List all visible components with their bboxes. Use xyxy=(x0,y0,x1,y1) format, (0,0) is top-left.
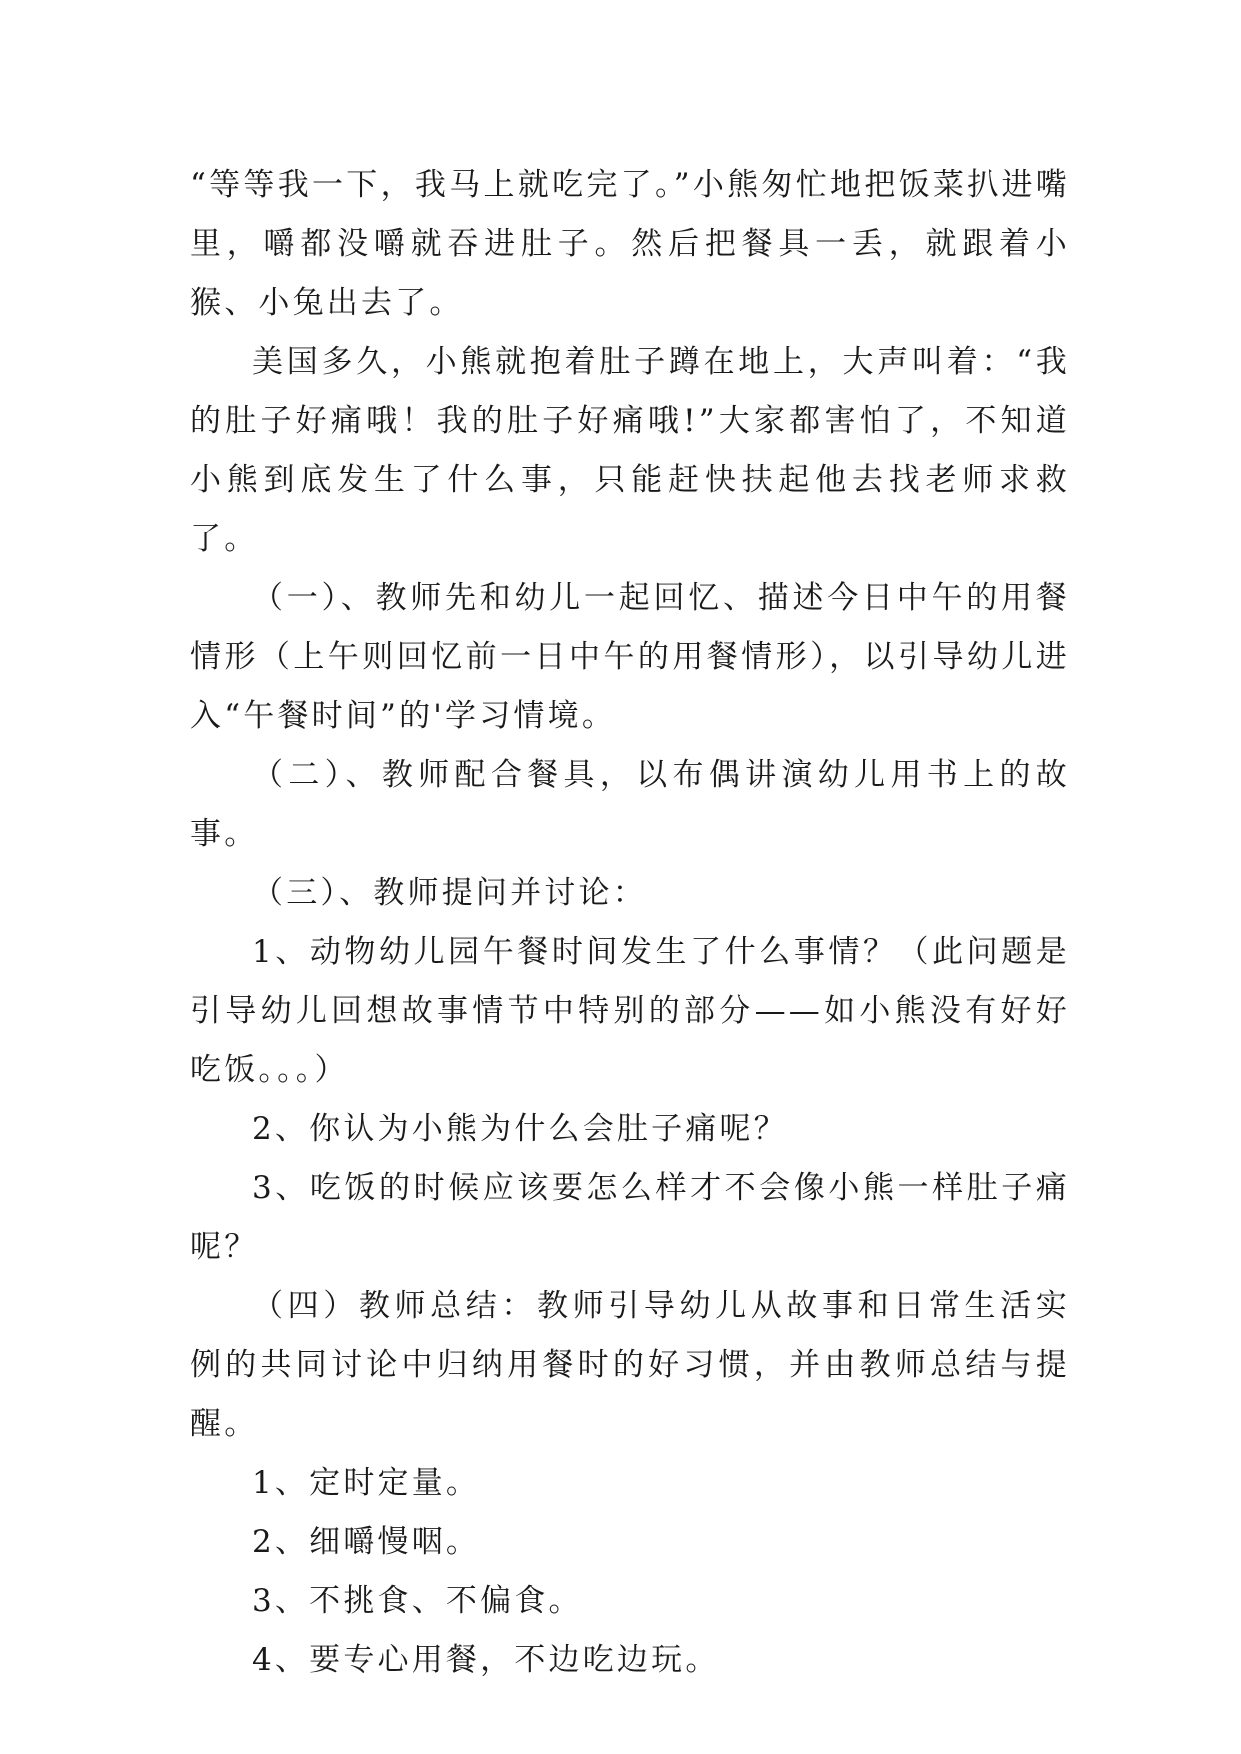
paragraph-story-stomachache: 美国多久，小熊就抱着肚子蹲在地上，大声叫着：“我的肚子好痛哦！我的肚子好痛哦!”大家都害怕了，不知道小熊到底发生了什么事，只能赶快扶起他去找老师求救了。 xyxy=(190,344,1070,557)
paragraph-step-4: （四）教师总结：教师引导幼儿从故事和日常生活实例的共同讨论中归纳用餐时的好习惯，并由教师总结与提醒。 xyxy=(190,1288,1070,1442)
paragraph-step-3: （三）、教师提问并讨论： xyxy=(252,875,647,911)
habit-item-2: 2、细嚼慢咽。 xyxy=(252,1524,481,1560)
document-body xyxy=(190,156,1070,1690)
habit-item-1: 1、定时定量。 xyxy=(252,1465,481,1501)
habit-item-4: 4、要专心用餐，不边吃边玩。 xyxy=(252,1642,720,1678)
question-item-1: 1、动物幼儿园午餐时间发生了什么事情？（此问题是引导幼儿回想故事情节中特别的部分——如小熊没有好好吃饭。。。） xyxy=(190,934,1070,1088)
question-item-2: 2、你认为小熊为什么会肚子痛呢？ xyxy=(252,1111,788,1147)
paragraph-step-1: （一）、教师先和幼儿一起回忆、描述今日中午的用餐情形（上午则回忆前一日中午的用餐情形），以引导幼儿进入“午餐时间”的'学习情境。 xyxy=(190,580,1070,734)
paragraph-step-2: （二）、教师配合餐具，以布偶讲演幼儿用书上的故事。 xyxy=(190,757,1070,852)
habit-item-3: 3、不挑食、不偏食。 xyxy=(252,1583,583,1619)
paragraph-story-continued: “等等我一下，我马上就吃完了。”小熊匆忙地把饭菜扒进嘴里，嚼都没嚼就吞进肚子。然后把餐具一丢，就跟着小猴、小兔出去了。 xyxy=(190,167,1070,321)
question-item-3: 3、吃饭的时候应该要怎么样才不会像小熊一样肚子痛呢？ xyxy=(190,1170,1070,1265)
